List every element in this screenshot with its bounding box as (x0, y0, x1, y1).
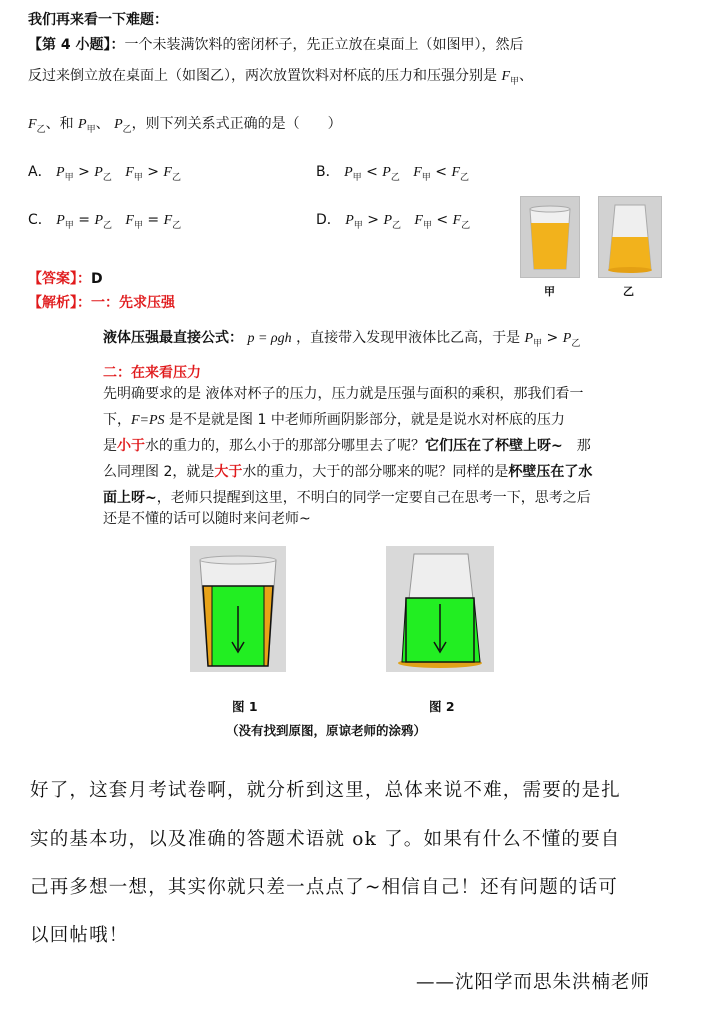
pressure-formula: p = ρgh (247, 331, 292, 346)
answer-value: D (91, 271, 103, 287)
answer-label: 【答案】： (28, 271, 91, 287)
closing-line-3: 己再多想一想，其实你就只差一点点了~相信自己！还有问题的话可 (30, 877, 619, 898)
figure-2-caption: 图 2 (429, 699, 455, 714)
analysis-label: 【解析】： (28, 295, 91, 311)
analysis-step2: 二：在来看压力 (103, 365, 201, 381)
analysis-para-5: 面上呀~，老师只提醒到这里，不明白的同学一定要自己在思考一下，思考之后 (103, 490, 591, 506)
figure-2-image (386, 546, 494, 672)
figure-1-caption: 图 1 (232, 699, 258, 714)
analysis-line (28, 292, 175, 312)
cup-upright-icon (521, 197, 579, 277)
analysis-para-6: 还是不懂的话可以随时来问老师~ (103, 511, 311, 527)
photo-label-yi: 乙 (623, 285, 634, 298)
question-label: 【第 4 小题】： (28, 37, 125, 53)
figure-note: （没有找到原图，原谅老师的涂鸦） (226, 723, 427, 738)
option-b: B． $P_甲 < P_乙$ $F_甲 < F_乙$ (316, 164, 470, 183)
option-a: A． $P_甲 > P_乙$ $F_甲 > F_乙$ (28, 164, 181, 183)
figure-1-image (190, 546, 286, 672)
cup-photo-yi (598, 196, 662, 278)
answer-line (28, 268, 103, 288)
closing-line-2: 实的基本功，以及准确的答题术语就 ok 了。如果有什么不懂的要自 (30, 829, 621, 850)
analysis-step1: 一：先求压强 (91, 295, 175, 311)
question-line-3: $F_乙$、和 $P_甲$、 $P_乙$，则下列关系式正确的是（ ） (28, 116, 342, 135)
cup-photo-jia (520, 196, 580, 278)
cup-inverted-icon (599, 197, 661, 277)
closing-line-1: 好了，这套月考试卷啊，就分析到这里，总体来说不难，需要的是扎 (30, 780, 622, 801)
section-heading: 我们再来看一下难题： (28, 12, 168, 28)
photo-label-jia: 甲 (544, 285, 555, 298)
question-line-1: 【第 4 小题】：一个未装满饮料的密闭杯子，先正立放在桌面上（如图甲），然后 (28, 37, 524, 53)
option-d: D． $P_甲 > P_乙$ $F_甲 < F_乙$ (316, 212, 471, 231)
closing-line-4: 以回帖哦！ (30, 925, 129, 946)
option-c: C． $P_甲 = P_乙$ $F_甲 = F_乙$ (28, 212, 182, 231)
analysis-para-4: 么同理图 2，就是大于水的重力，大于的部分哪来的呢？同样的是杯壁压在了水 (103, 464, 593, 480)
signature: ——沈阳学而思朱洪楠老师 (416, 972, 651, 993)
formula-line: 液体压强最直接公式： p = ρgh ，直接带入发现甲液体比乙高，于是 $P_甲 > P_乙$ (103, 330, 581, 349)
analysis-para-2: 下，F=PS 是不是就是图 1 中老师所画阴影部分，就是是说水对杯底的压力 (103, 412, 565, 428)
analysis-para-3: 是小于水的重力的，那么小于的那部分哪里去了呢？它们压在了杯壁上呀~ 那 (103, 438, 591, 454)
analysis-para-1: 先明确要求的是 液体对杯子的压力，压力就是压强与面积的乘积，那我们看一 (103, 386, 584, 402)
question-line-2: 反过来倒立放在桌面上（如图乙），两次放置饮料对杯底的压力和压强分别是 $F_甲$、 (28, 68, 534, 87)
